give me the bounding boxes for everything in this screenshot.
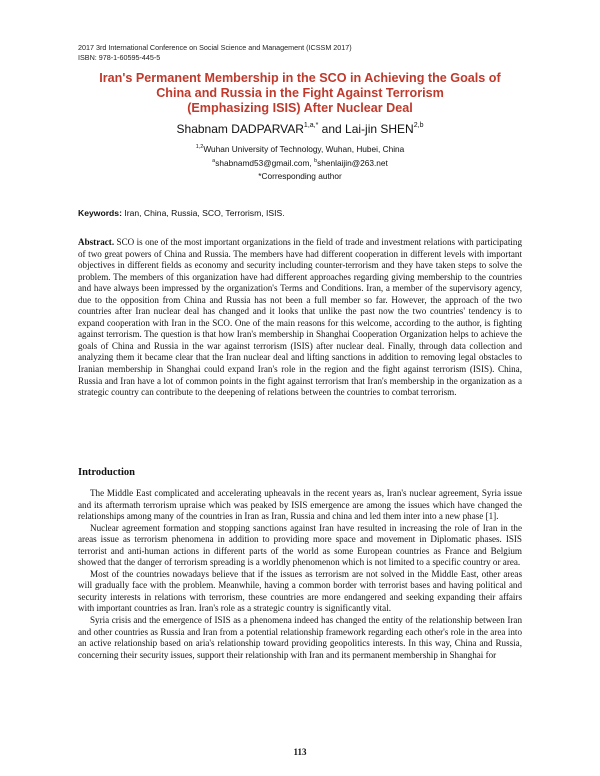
title-line-1: Iran's Permanent Membership in the SCO in Achieving the Goals of (99, 71, 501, 85)
intro-paragraph-2: Nuclear agreement formation and stopping sanctions against Iran have resulted in increasing the role of Iran in the areas issue as terrorism phenomena in addition to providing more space and movement in Diplomatic phases. ISIS terrorist and anti-human actions in different parts of the world as some European countries as France and Belgium showed that the danger of terrorism spreading is a worldly phenomenon which is not limited to a specific country or area. (78, 522, 522, 568)
abstract-text: SCO is one of the most important organizations in the field of trade and investment relations with participating of two great powers of China and Russia. The members have had different cooperation in different levels with important objectives in different fields as economy and security including counter-terrorism and they have taken steps to solve the problem. The members of this organization have had different approaches regarding giving membership to the countries and have always been impressed by the organization's Terms and Conditions. Iran, a member of the supervisory agency, due to the opposition from China and Russia has not been a full member so far. However, the approach of the two countries after Iran nuclear deal has changed and it looks that unlike the past now the two countries' tendency is to expand cooperation with Iran in the SCO. One of the main reasons for this welcome, according to the author, is fighting against terrorism. The question is that how Iran's membership in Shanghai Cooperation Organization helps to achieve the goals of China and Russia in the war against terrorism (ISIS) after nuclear deal. Finally, through data collection and analyzing them it became clear that the Iran nuclear deal and lifting sanctions in addition to removing legal obstacles to Iranian membership in Shanghai could expand Iran's role in the region and the fight against terrorism (ISIS). China, Russia and Iran have a lot of common points in the fight against terrorism that Iran's membership in the organization as a strategic country can contribute to the deepening of relations between the countries to combat terrorism. (78, 237, 522, 398)
author-2: Lai-jin SHEN (345, 122, 414, 136)
abstract (78, 237, 522, 399)
introduction-body (78, 488, 522, 661)
email-1: shabnamd53@gmail.com, (215, 157, 315, 168)
abstract-label: Abstract. (78, 237, 115, 247)
intro-paragraph-3: Most of the countries nowadays believe that if the issues as terrorism are not solved in the Middle East, other areas will gradually face with the problem. Meanwhile, having a common border with terrorist bases and having political and security interests in relations with terrorism, these countries are more endangered and seeking expanding their affairs with important countries as Iran. Iran's role as a strategic country is significantly vital. (78, 568, 522, 614)
affiliation-emails (160, 157, 440, 171)
keywords (78, 207, 285, 219)
conference-name: 2017 3rd International Conference on Social Science and Management (ICSSM 2017) (78, 43, 352, 52)
author-2-marks: 2,b (413, 122, 424, 129)
intro-paragraph-4: Syria crisis and the emergence of ISIS as a phenomena indeed has changed the entity of the relationship between Iran and other countries as Russia and Iran from a potential relationship framework regarding each other's role in the area into an active relationship based on aria's relationship toward providing geopolitics interests. In this way, China and Russia, concerning their security issues, support their relationship with Iran and its permanent membership in Shanghai for (78, 615, 522, 660)
email-mark-a: a (212, 157, 216, 164)
title-line-2: China and Russia in the Fight Against Terrorism (156, 86, 444, 100)
author-conjunction: and (318, 122, 346, 136)
isbn: ISBN: 978-1-60595-445-5 (78, 52, 161, 62)
author-list (60, 121, 540, 137)
affiliations (160, 143, 440, 184)
paper-title (60, 71, 540, 116)
conference-header (78, 43, 352, 62)
author-1-marks: 1,a,* (303, 122, 319, 129)
author-1: Shabnam DADPARVAR (176, 122, 304, 136)
abstract-paragraph (78, 237, 522, 399)
page-number: 113 (293, 747, 307, 757)
affiliation-university (160, 143, 440, 157)
section-heading-introduction: Introduction (78, 467, 135, 478)
email-mark-b: b (314, 157, 318, 164)
affiliation-marks: 1,2 (195, 144, 204, 150)
university-name: Wuhan University of Technology, Wuhan, Hubei, China (203, 144, 405, 154)
intro-paragraph-1: The Middle East complicated and accelerating upheavals in the recent years as, Iran's nuclear agreement, Syria issue and its aftermath terrorism upraise which was peaked by ISIS emergence are among the issues which have changed the relationships among many of the countries in Iran as Iran, Russia and china and led them inter into a new phase [1]. (78, 488, 522, 522)
corresponding-author-note: *Corresponding author (258, 171, 342, 181)
title-line-3: (Emphasizing ISIS) After Nuclear Deal (187, 101, 413, 115)
keywords-text: Iran, China, Russia, SCO, Terrorism, ISIS. (121, 208, 285, 218)
keywords-label: Keywords: (78, 208, 122, 218)
email-2: shenlaijin@263.net (317, 157, 388, 168)
